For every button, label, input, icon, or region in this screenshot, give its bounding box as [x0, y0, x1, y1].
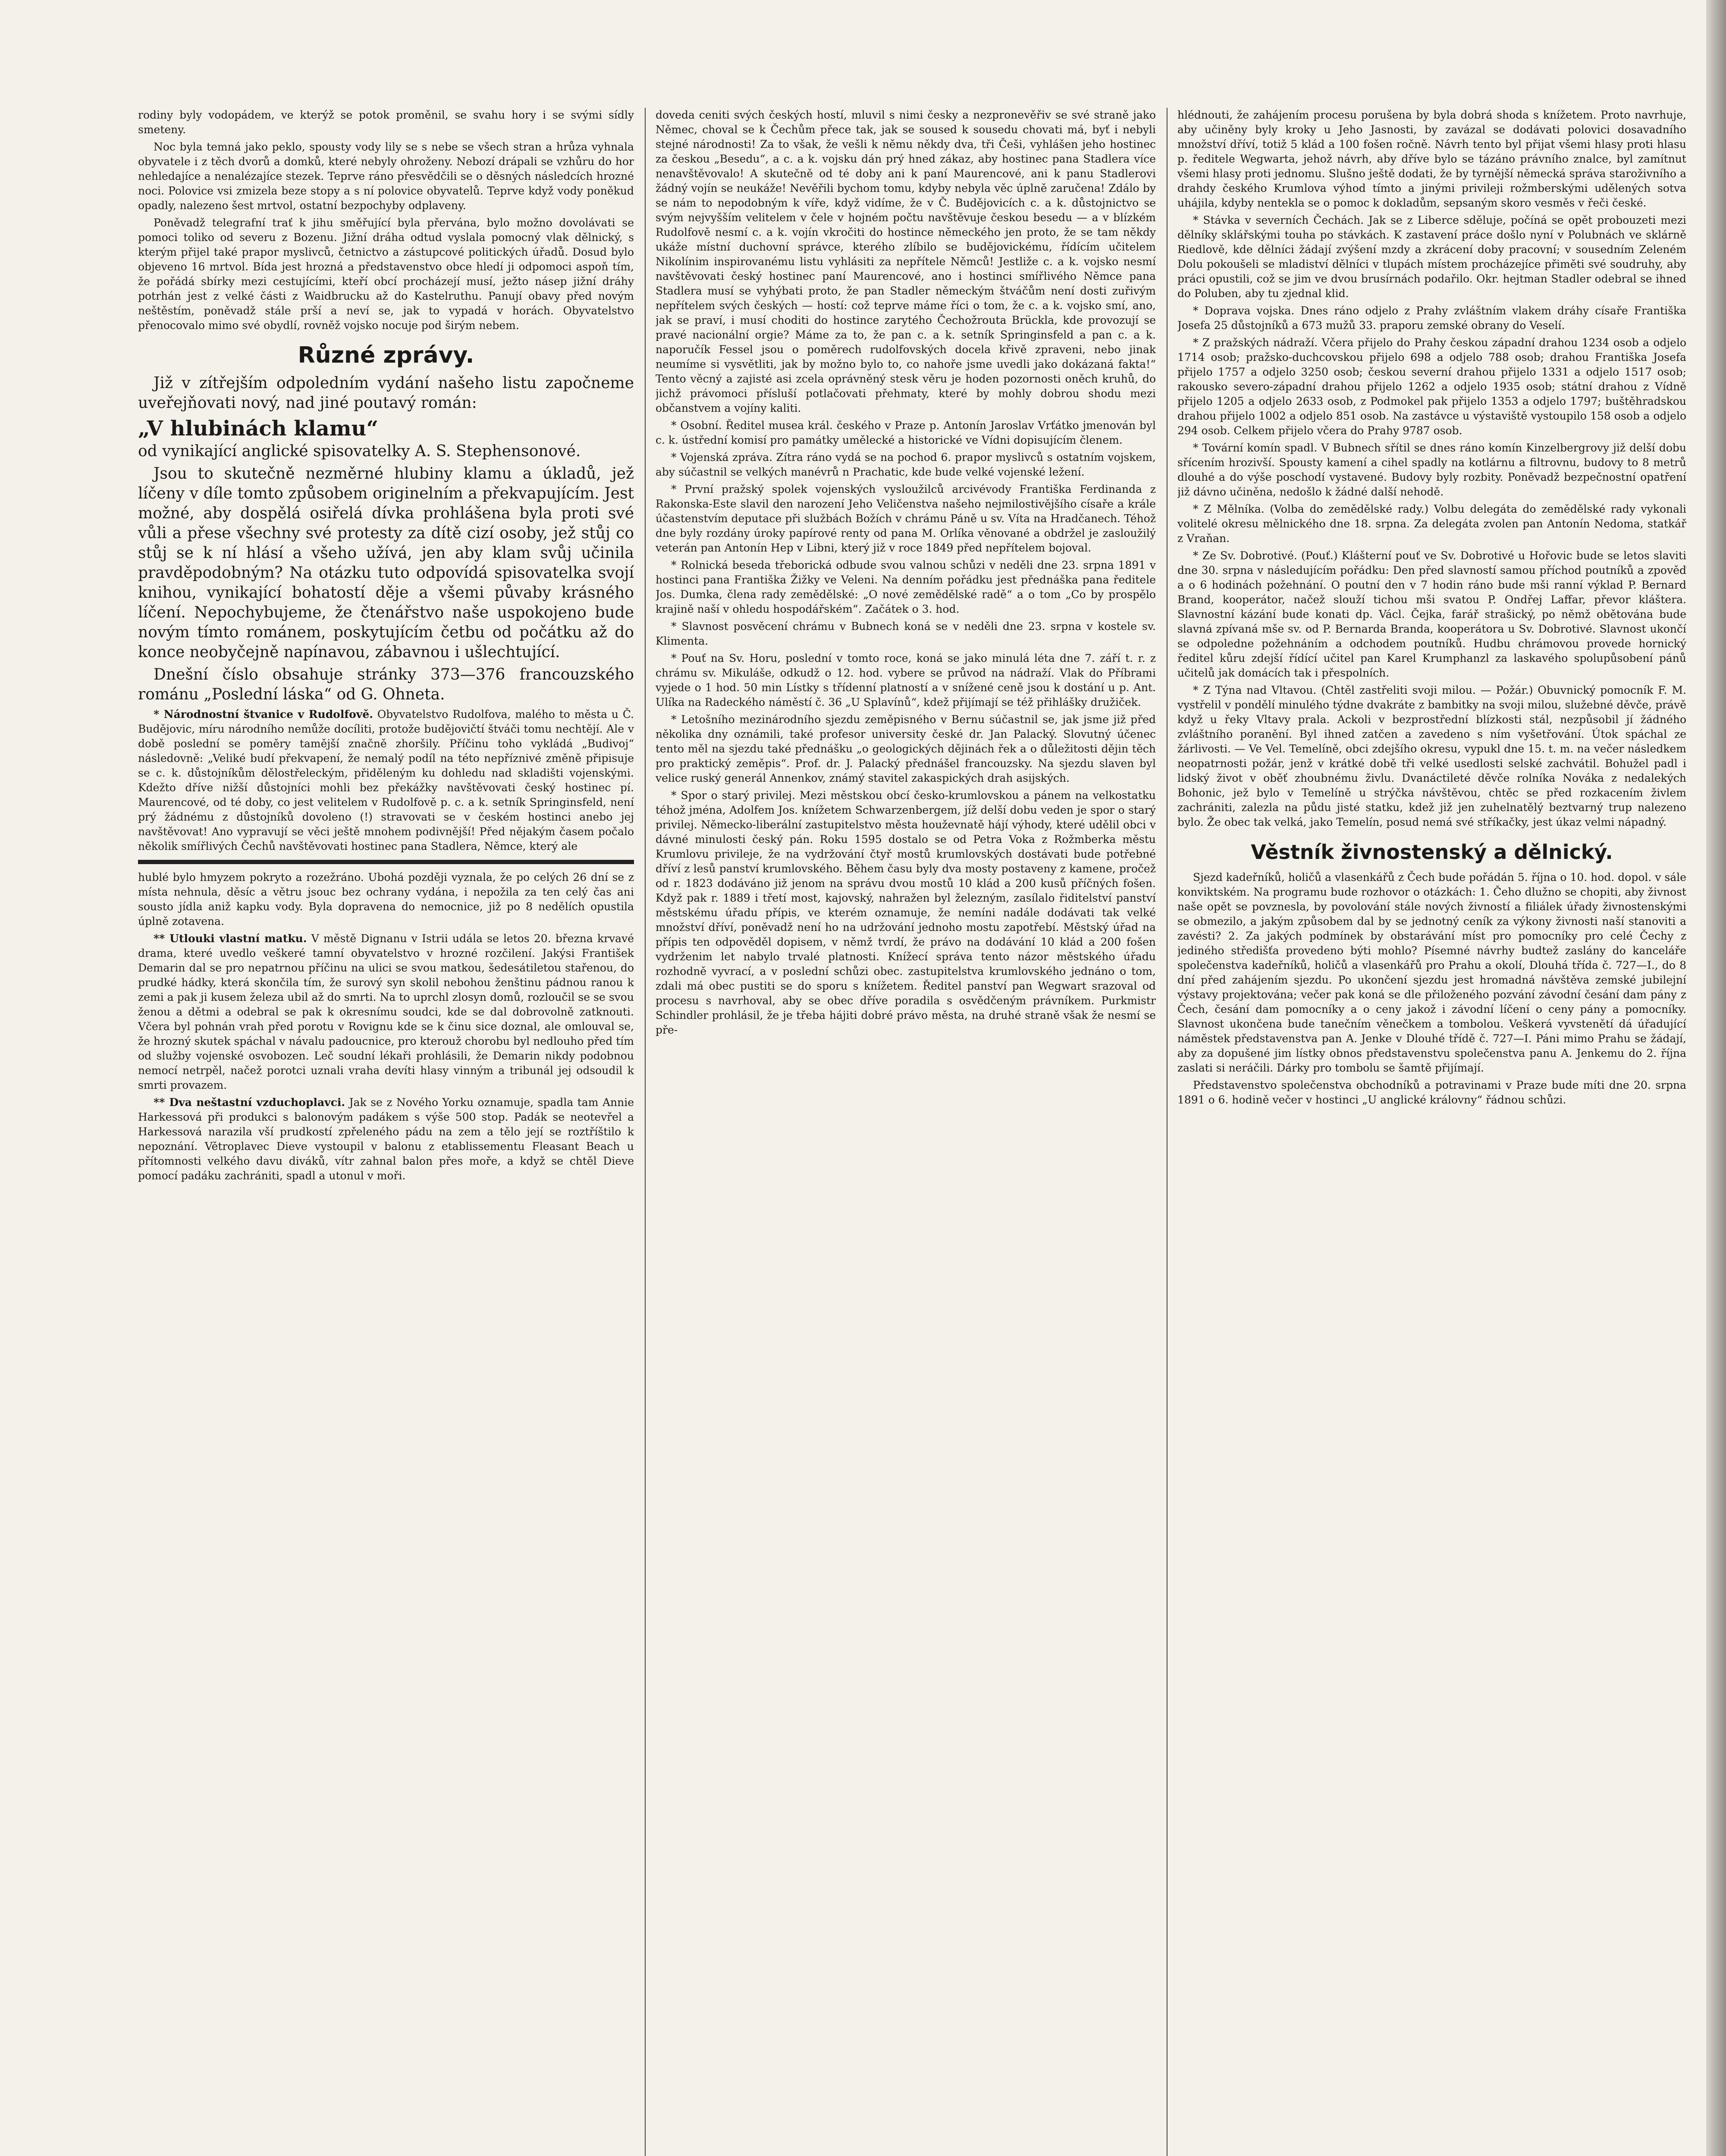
- novel-description: Jsou to skutečně nezměrné hlubiny klamu a úkladů, jež líčeny v díle tomto způsobem originelním a překvapujícím. Jest možné, aby dospělá osiřelá dívka prohlášena byla proti své vůli a přese všechny své protesty za dítě cizí osoby, jež stůj co stůj se k ní hlásí a všeho užívá, jen aby klam svůj učinila pravděpodobným? Na otázku tuto odpovídá spisovatelka svojí knihou, vynikající bohatostí děje a všemi půvaby krásného líčení. Nepochybujeme, že čtenářstvo naše uspokojeno bude novým tímto románem, poskytujícím četbu od počátku až do konce neobyčejně napínavou, zábavnou i ušlechtující.: [138, 465, 634, 661]
- novel-title: „V hlubinách klamu“: [138, 417, 379, 441]
- article-headline: * Národnostní štvanice v Rudolfově.: [154, 708, 373, 721]
- article-text: Sjezd kadeřníků, holičů a vlasenkářů z Čech bude pořádán 5. října o 10. hod. dopol. v sále konviktském. Na programu bude rozhovor o otázkách: 1. Čeho dlužno se chopiti, aby živnost naše opět se povznesla, by povolování stále nových živností a filiálek úřady živnostenskými se obmezilo, a jakým způsobem dal by se jednotný ceník za výkony živnosti naší stanoviti a zavésti? 2. Za jakých podmínek by obstarávání míst pro pomocníky pro celé Čechy z jediného středišťa provedeno býti mohlo? Písemné návrhy budtež zaslány do kanceláře společenstva kadeřníků, holičů a vlasenkářů pro Prahu a okolí, Dlouhá třída č. 727—I., do 8 dní před zahájením sjezdu. Po ukončení sjezdu jest hromadná návštěva zemské jubilejní výstavy projektována; večer pak koná se dle přiloženého pozvání závodní česání dam pány z Čech, česání dam pomocníky a o ceny jakož i závodní líčení o ceny pány a pomocníky. Slavnost ukončena bude tanečním věnečkem a tombolou. Veškerá vyvstenětí dá úřadující náměstek představenstva pan A. Jenke v Dlouhé třídě č. 727—I. Páni mimo Prahu se žádají, aby za dopušené jim lístky obnos představenstvu společenstva panu A. Jenkemu do 2. října zaslati si neráčili. Dárky pro tombolu se šamtě přijímají.: [1177, 871, 1686, 1074]
- section-heading: Různé zprávy.: [298, 342, 474, 368]
- article-text: * Spor o starý privilej. Mezi městskou obcí česko-krumlovskou a pánem na velkostatku téhož jména, Adolfem Jos. knížetem Schwarzenbergem, jíž delší dobu veden je spor o starý privilej. Německo-liberální zastupitelstvo města houževnatě hájí výhody, které udělil obci v dávné minulosti český pán. Roku 1595 dostalo se od Petra Voka z Rožmberka městu Krumlovu privileje, že na vydržování čtyř mostů krumlovských dostávati bude potřebné dříví z lesů panství krumlovského. Během času byly dva mosty postaveny z kamene, pročež od r. 1823 dodáváno již jenom na správu dvou mostů 10 klád a 200 kusů příčných fošen. Když pak r. 1889 i třetí most, kajovský, nahražen byl železným, zasílalo řiditelství panství městskému úřadu přípis, ve kterém oznamuje, že nemíni nadále dodávati tak velké množství dříví, poněvadž není ho na udržování jednoho mostu zapotřebí. Městský úřad na přípis ten odpověděl dopisem, v němž tvrdí, že právo na dodávání 10 klád a 200 fošen vydrženim let nabylo trvalé platnosti. Knížecí správa tento názor městského úřadu rozhodně vyvrací, a v poslední schůzi obec. zastupitelstva krumlovského jednáno o tom, zdali má obec pustiti se do sporu s knížetem. Ředitel panství pan Wegwart srazoval od procesu s navrhoval, aby se obec dříve poradila s osvědčeným právníkem. Purkmistr Schindler prohlásil, že je třeba hájiti dobré právo města, na druhé straně však že nesmí se pře-: [656, 789, 1156, 1036]
- article-text: * Z Mělníka. (Volba do zemědělské rady.) Volbu delegáta do zemědělské rady vykonali volitelé okresu mělnického dne 18. srpna. Za delegáta zvolen pan Antonín Nedoma, statkář z Vraňan.: [1177, 503, 1686, 545]
- column-2: [656, 108, 1156, 2156]
- article-text: * Pouť na Sv. Horu, poslední v tomto roce, koná se jako minulá léta dne 7. září t. r. z chrámu sv. Mikuláše, odkudž o 12. hod. vybere se průvod na nádraží. Vlak do Příbrami vyjede o 1 hod. 50 min Lístky s třídenní platností a v snížené ceně jsou k dostání u p. Ant. Ulíka na Radeckého náměstí č. 36 „U Splavínů“, kdež přijímají se též přihlášky družiček.: [656, 652, 1156, 708]
- article-text: * Rolnická beseda třeborická odbude svou valnou schůzi v neděli dne 23. srpna 1891 v hostinci pana Františka Žižky ve Veleni. Na denním pořádku jest přednáška pana ředitele Jos. Dumka, člena rady zemědělské: „O nové zemědělské radě“ a o tom „Co by prospělo krajině naší v ohledu hospodářském“. Začátek o 3. hod.: [656, 559, 1156, 615]
- article-text: * Tovární komín spadl. V Bubnech sřítil se dnes ráno komín Kinzelbergrovy již delší dobu sřícením hrozivší. Spousty kamení a cihel spadly na kotlárnu a filtrovnu, budovy to 8 metrů dlouhé a do výše poschodí vystavené. Budovy byly rozbity. Poněvadž bezpečnostní opatření již dávno učiněna, nedošlo k žádné další nehodě.: [1177, 442, 1686, 498]
- article-text: * Z Týna nad Vltavou. (Chtěl zastřeliti svoji milou. — Požár.) Obuvnický pomocník F. M. vystřelil v pondělí minulého týdne dvakráte z bambitky na svoji milou, služebné děvče, právě když u řeky Vltavy prala. Ackoli v bezprostřední blízkosti stál, nezpůsobil jí žádného zvláštního poranění. Byl ihned zatčen a zavedeno s ním vyšetřování. Útok spáchal ze žárlivosti. — Ve Vel. Temelíně, obci zdejšího okresu, vypukl dne 15. t. m. na večer následkem neopatrnosti požár, jenž v krátké době tři velké usedlosti selské zachvátil. Bohužel padl i lidský život v oběť zhoubnému živlu. Dvanáctileté děvče rolníka Nováka z nedalekých Bohonic, jež bylo v Temelíně u strýčka návštěvou, chtěc se před rozkacením živlem zachrániti, zalezla na půdu jisté statku, kdež již jen zuhelnatělý beztvarný trup nalezeno bylo. Že obec tak velká, jako Temelín, posud nemá své stříkačky, jest úkaz velmi nápadný.: [1177, 684, 1686, 828]
- article-text: * Národnostní štvanice v Rudolfově. Obyvatelstvo Rudolfova, malého to města u Č. Budějovic, míru národního nemůže docíliti, protože budějovičtí štváči tomu nechtějí. Ale v době poslední se poměry tamější značně zhoršily. Příčinu toho vykládá „Budivoj“ následovně: „Veliké budí překvapení, že nemalý podíl na této nepříznivé změně připisuje se c. k. důstojníkům dělostřeleckým, přiděleným ku dohledu nad skladišti vojenskými. Kdežto dříve nižší důstojníci mohli bez překážky navštěvovati český hostinec pí. Maurencové, od té doby, co jest velitelem v Rudolfově p. c. a k. setník Springinsfeld, není prý žádnému z důstojníků dovoleno (!) stravovati se v českém hostinci anebo jej navštěvovat! Ano vypravují se věci ještě mnohem podivnější! Před nějakým časem počalo několik smířlivých Čechů navštěvovati hostinec pana Stadlera, Němce, který ale: [138, 708, 634, 852]
- article-text: rodiny byly vodopádem, ve kterýž se potok proměnil, se svahu hory i se svými sídly smeteny.: [138, 109, 634, 136]
- article-text: hlédnouti, že zahájením procesu porušena by byla dobrá shoda s knížetem. Proto navrhuje, aby učiněny byly kroky u Jeho Jasnosti, by zavázal se dodávati polovici dosavadního množství dříví, totiž 5 klád a 100 fošen ročně. Návrh tento byl přijat všemi hlasy proti hlasu p. ředitele Wegwarta, jehož návrh, aby dříve bylo se tázáno právního znalce, byl zamítnut všemi hlasy proti jednomu. Slušno ještě dodati, že by tyrnější německá správa staroživního a drahdy českého Krumlova výhod tímto a jinými privileji rožmberskými udělených sotva uhájila, kdyby nentekla se o pomoc k dokladům, sepsaným skoro vesměs v řeči české.: [1177, 109, 1686, 209]
- novel-note: Dnešní číslo obsahuje stránky 373—376 francouzského románu „Poslední láska“ od G. Ohneta.: [138, 666, 634, 703]
- article-headline: ** Dva neštastní vzduchoplavci.: [154, 1096, 345, 1109]
- article-text: * Ze Sv. Dobrotivé. (Pouť.) Klášterní pouť ve Sv. Dobrotivé u Hořovic bude se letos slaviti dne 30. srpna v následujícím pořádku: Den před slavností samou příchod poutníků a zpověď a o 6 hodinách požehnání. O poutní den v 7 hodin ráno bude mši ranní výklad P. Bernard Brand, kooperátor, načež slouží tichou mši svatou P. Ondřej Laffar, převor kláštera. Slavnostní kázání bude konati dp. Václ. Čejka, farář strašický, po němž obětována bude slavná zpívaná mše sv. od P. Bernarda Branda, kooperátora u Sv. Dobrotivé. Slavnost ukončí se odpoledne požehnáním a odchodem poutníků. Hudbu chrámovou provede hornický ředitel kůru zdejší řídící učitel pan Karel Krumphanzl za laskavého spolupůsobení pánů učitelů jak domácích tak i přespolních.: [1177, 549, 1686, 679]
- article-text: doveda ceniti svých českých hostí, mluvil s nimi česky a nezpronevěřiv se své straně jako Němec, choval se k Čechům přece tak, jak se soused k sousedu chovati má, byť i nebyli stejné národnosti! Za to však, že vešli k němu někdy dva, tři Češi, vyhlášen jeho hostinec za českou „Besedu“, a c. a k. vojsku dán prý hned zákaz, aby hostinec pana Stadlera více nenavštěvovalo! A skutečně od té doby ani k paní Maurencové, ani k panu Stadlerovi žádný vojín se neukáže! Nevěřili bychom tomu, kdyby nebyla věc úplně zaručena! Zdálo by se nám to nepodobným k víře, když vidíme, že v Č. Budějovicích c. a k. důstojnictvo se svým nejvyšším velitelem v čele v hojném počtu navštěvuje českou besedu — a v blízkém Rudolfově nesmí c. a k. vojín vkročiti do hostince německého jen proto, že se tam někdy ukáže místní duchovní správce, kterého zlíbilo se budějovickému, řídícím učitelem Nikolínim inspirovanému listu vyhlásiti za nepřítele Němců! Jestliže c. a k. vojsko nesmí navštěvovati český hostinec paní Maurencové, ano i hostinci smířlivého Němce pana Stadlera musí se vyhýbati proto, že pan Stadler německým štváčům není dosti zuřivým nepřítelem svých českých — hostí: což teprve máme říci o tom, že c. a k. vojsko smí, ano, jak se praví, i musí choditi do hostince zarytého Čechožrouta Brückla, kde provozují se pravé nacionální orgie? Máme za to, že pan c. a k. setník Springinsfeld a pan c. a k. naporučík Fessel jsou o poměrech rudolfovských docela křivě zpraveni, nebo jinak neumíme si vysvětliti, jak by možno bylo to, co nahoře jsme uvedli jako dokázaná fakta!“ Tento věcný a zajisté asi zcela oprávněný stesk věru je hoden pozornosti oněch kruhů, do jichž právomoci přísluší potlačovati přehmaty, které by mohly dobrou shodu mezi občanstvem a vojíny kaliti.: [656, 109, 1156, 414]
- article-text: * Doprava vojska. Dnes ráno odjelo z Prahy zvláštním vlakem dráhy císaře Františka Josefa 25 důstojníků a 673 mužů 33. praporu zemské obrany do Veselí.: [1177, 304, 1686, 332]
- section-heading: Věstník živnostenský a dělnický.: [1251, 840, 1613, 864]
- column-3: [1177, 108, 1686, 2156]
- article-headline: ** Utlouki vlastní matku.: [154, 932, 307, 945]
- author-line: od vynikající anglické spisovatelky A. S. Stephensonové.: [138, 442, 581, 460]
- column-rule: [645, 108, 646, 2156]
- article-text: ** Utlouki vlastní matku. V městě Dignanu v Istrii udála se letos 20. března krvavé drama, které uvedlo veškeré tamní obyvatelstvo v hrozné rozčilení. Jakýsi František Demarin dal se pro nepatrnou příčinu na ulici se svou matkou, šedesátiletou stařenou, do prudké hádky, která skončila tím, že surový syn skolil nebohou ženštinu pádnou ranou k zemi a pak ji kusem železa ubil až do smrti. Na to uprchl zlosyn domů, rozloučil se se svou ženou a dětmi a odebral se pak k okresnímu soudci, kde se dal dobrovolně zatknouti. Včera byl pohnán vrah před porotu v Rovignu kde se k činu sice doznal, ale omlouval se, že hrozný skutek spáchal v návalu padoucnice, pro kterouž chorobu byl nedlouho před tím od služby vojenské osvobozen. Leč soudní lékaři prohlásili, že Demarin nikdy podobnou nemocí netrpěl, načež porotci uznali vraha devíti hlasy vinným a tribunál jej odsoudil k smrti provazem.: [138, 932, 634, 1091]
- article-text: hublé bylo hmyzem pokryto a rozežráno. Ubohá později vyznala, že po celých 26 dní se z místa nehnula, děsíc a větru jsouc bez ochrany vydána, i nepožila za ten celý čas ani sousto jídla aniž kapku vody. Byla dopravena do nemocnice, již po 8 nedělích opustila úplně zotavena.: [138, 871, 634, 928]
- announcement-text: Již v zítřejším odpoledním vydání našeho listu započneme uveřejňovati nový, nad jiné poutavý román:: [138, 374, 634, 412]
- column-1: [138, 108, 634, 2156]
- article-text: * Vojenská zpráva. Zítra ráno vydá se na pochod 6. prapor myslivců s ostatním vojskem, aby súčastnil se velkých manévrů n Prachatic, kde bude velké vojenské ležení.: [656, 451, 1156, 478]
- article-text: * Slavnost posvěcení chrámu v Bubnech koná se v neděli dne 23. srpna v kostele sv. Klimenta.: [656, 620, 1156, 647]
- article-text: * Letošního mezinárodního sjezdu zeměpisného v Bernu súčastnil se, jak jsme již před několika dny oznámili, také profesor university české dr. Jan Palacký. Slovutný účenec tento měl na sjezdu také přednášku „o geologických dějinách řek a o důležitosti dějin těch pro praktický zeměpis“. Prof. dr. J. Palacký přednášel francouzsky. Na sjezdu slaven byl velice ruský generál Annenkov, známý stavitel zakaspických drah asijských.: [656, 713, 1156, 784]
- article-text: Poněvadž telegrafní trať k jihu směřující byla přervána, bylo možno dovolávati se pomoci toliko od severu z Bozenu. Jižní dráha odtud vyslala pomocný vlak dělnický, s kterým přijel také prapor myslivců, četnictvo a zástupcové politických úřadů. Dosud bylo objeveno 16 mrtvol. Bída jest hrozná a představenstvo obce hledí ji odpomoci aspoň tím, že pořádá sbírky mezi cestujícími, kteří obcí procházejí musí, ježto násep jižní dráhy potrhán jest z velké části z Waidbrucku až do Kastelruthu. Panují obavy před novým neštěstím, poněvadž stále prší a neví se, jak to vypadá v horách. Obyvatelstvo přenocovalo mimo své obydlí, rovněž vojsko nocuje pod širým nebem.: [138, 216, 634, 332]
- article-text: ** Dva neštastní vzduchoplavci. Jak se z Nového Yorku oznamuje, spadla tam Annie Harkessová při produkci s balonovým padákem s výše 500 stop. Padák se neotevřel a Harkessová narazila vší prudkostí zpřeleného pádu na zem a tělo její se roztříštilo k nepoznání. Větroplavec Dieve vystoupil v balonu z etablissementu Fleasant Beach u přítomnosti velkého davu diváků, vítr zahnal balon přes moře, a když se chtěl Dieve pomocí padáku zachrániti, spadl a utonul v moři.: [138, 1096, 634, 1182]
- article-text: * Stávka v severních Čechách. Jak se z Liberce sděluje, počíná se opět probouzeti mezi dělníky sklářskými touha po stávkách. K zastavení práce došlo nyní v Polubnách ve sklárně Riedlově, kde dělníci žádají zvýšení mzdy a zkrácení doby pracovní; v sousedním Zeleném Dolu pokoušeli se mladiství dělníci v tlupách místem procházejíce přiměti své soudruhy, aby práci opustili, což se jim ve dvou brusírnách podařilo. Okr. hejtman Stadler odebral se ihned do Poluben, aby tu zjednal klid.: [1177, 214, 1686, 300]
- article-text: Představenstvo společenstva obchodníků a potravinami v Praze bude míti dne 20. srpna 1891 o 6. hodině večer v hostinci „U anglické královny“ řádnou schůzi.: [1177, 1079, 1686, 1106]
- article-text: * Z pražských nádraží. Včera přijelo do Prahy českou západní drahou 1234 osob a odjelo 1714 osob; pražsko-duchcovskou přijelo 698 a odjelo 788 osob; drahou Františka Josefa přijelo 1757 a odjelo 3250 osob; českou severní drahou přijelo 1331 a odjelo 1517 osob; rakousko severo-západní drahou přijelo 1262 a odjelo 1935 osob; státní drahou z Vídně přijelo 1205 a odjelo 2633 osob, z Podmokel pak přijelo 1353 a odjelo 1797; buštěhradskou drahou přijelo 1002 a odjelo 851 osob. Na zastávce u výstaviště vystoupilo 158 osob a odjelo 294 osob. Celkem přijelo včera do Prahy 9787 osob.: [1177, 336, 1686, 437]
- article-text: Noc byla temná jako peklo, spousty vody lily se s nebe se všech stran a hrůza vyhnala obyvatele i z těch dvorů a domků, které nebyly ohroženy. Nebozí drápali se vzhůru do hor nehledajíce a nenalézajíce stezek. Teprve ráno přesvědčili se o děsných následcích hrozné noci. Polovice vsi zmizela beze stopy a s ní polovice obyvatelů. Teprve když vody poněkud opadly, nalezeno šest mrtvol, ostatní bezpochyby odplaveny.: [138, 141, 634, 212]
- article-text: * První pražský spolek vojenských vysloužilců arcivévody Františka Ferdinanda z Rakonska-Este slavil den narození Jeho Veličenstva našeho nejmilostivějšího císaře a krále účastenstvím deputace při službách Božích v chrámu Páně u sv. Víta na Hradčanech. Téhož dne byly rozdány úroky papírové renty od pana M. Orlíka věnované a obdržel je zasloužilý veterán pan Antonín Hep v Libni, který již v roce 1849 před nepřítelem bojoval.: [656, 483, 1156, 554]
- article-text: * Osobní. Ředitel musea král. českého v Praze p. Antonín Jaroslav Vrťátko jmenován byl c. k. ústřední komisí pro památky umělecké a historické ve Vídni dopisujícím členem.: [656, 419, 1156, 446]
- page-edge-shadow: [1706, 0, 1726, 2156]
- divider: [138, 860, 634, 864]
